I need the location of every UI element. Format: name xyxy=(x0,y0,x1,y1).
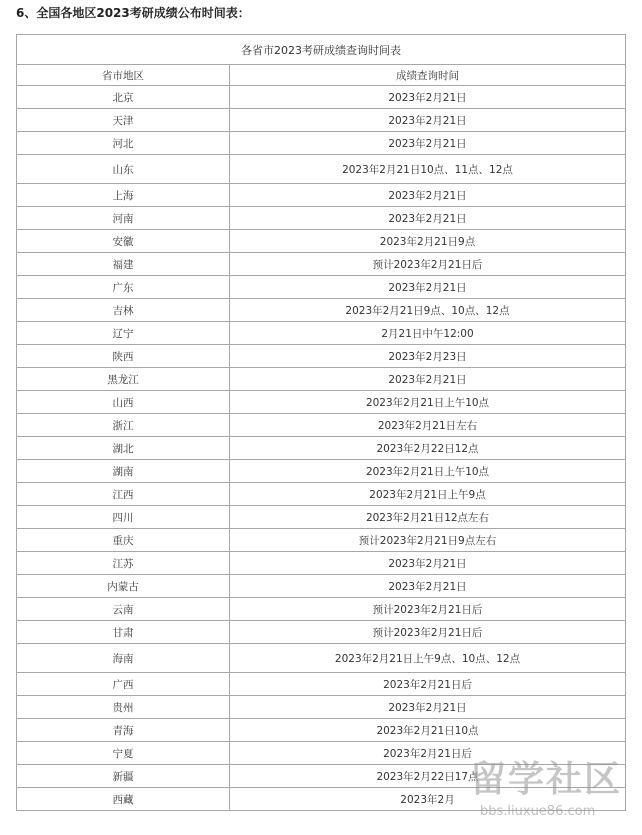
region-cell: 贵州 xyxy=(17,696,230,719)
region-cell: 安徽 xyxy=(17,230,230,253)
table-row xyxy=(17,529,626,552)
table-row xyxy=(17,575,626,598)
table-row xyxy=(17,184,626,207)
table-row xyxy=(17,437,626,460)
table-row xyxy=(17,621,626,644)
table-row xyxy=(17,483,626,506)
region-cell: 湖北 xyxy=(17,437,230,460)
table-row xyxy=(17,673,626,696)
region-cell: 甘肃 xyxy=(17,621,230,644)
table-title: 各省市2023考研成绩查询时间表 xyxy=(17,35,626,65)
release-time-cell: 2023年2月21日 xyxy=(230,109,626,132)
release-time-cell: 2月21日中午12:00 xyxy=(230,322,626,345)
region-cell: 福建 xyxy=(17,253,230,276)
region-cell: 西藏 xyxy=(17,788,230,811)
region-cell: 四川 xyxy=(17,506,230,529)
region-cell: 青海 xyxy=(17,719,230,742)
release-time-cell: 预计2023年2月21日后 xyxy=(230,253,626,276)
region-cell: 湖南 xyxy=(17,460,230,483)
table-row xyxy=(17,414,626,437)
region-cell: 陕西 xyxy=(17,345,230,368)
region-cell: 江苏 xyxy=(17,552,230,575)
release-time-cell: 预计2023年2月21日9点左右 xyxy=(230,529,626,552)
region-cell: 上海 xyxy=(17,184,230,207)
release-time-cell: 2023年2月21日后 xyxy=(230,673,626,696)
table-row xyxy=(17,719,626,742)
release-time-cell: 2023年2月21日上午9点 xyxy=(230,483,626,506)
table-row xyxy=(17,322,626,345)
region-cell: 吉林 xyxy=(17,299,230,322)
region-cell: 天津 xyxy=(17,109,230,132)
table-row xyxy=(17,276,626,299)
region-cell: 北京 xyxy=(17,86,230,109)
release-time-cell: 2023年2月21日 xyxy=(230,184,626,207)
table-row xyxy=(17,788,626,811)
table-row xyxy=(17,155,626,184)
release-time-cell: 2023年2月21日9点、10点、12点 xyxy=(230,299,626,322)
column-header-time: 成绩查询时间 xyxy=(230,65,626,86)
region-cell: 河北 xyxy=(17,132,230,155)
release-time-cell: 预计2023年2月21日后 xyxy=(230,598,626,621)
release-time-cell: 2023年2月21日上午9点、10点、12点 xyxy=(230,644,626,673)
region-cell: 黑龙江 xyxy=(17,368,230,391)
table-row xyxy=(17,765,626,788)
release-time-cell: 2023年2月21日 xyxy=(230,86,626,109)
table-row xyxy=(17,644,626,673)
table-row xyxy=(17,253,626,276)
release-time-cell: 2023年2月21日 xyxy=(230,552,626,575)
watermark-url: bbs.liuxue86.com xyxy=(480,804,596,819)
table-header-row xyxy=(17,65,626,86)
table-row xyxy=(17,598,626,621)
region-cell: 重庆 xyxy=(17,529,230,552)
region-cell: 山东 xyxy=(17,155,230,184)
table-row xyxy=(17,86,626,109)
region-cell: 内蒙古 xyxy=(17,575,230,598)
table-row xyxy=(17,345,626,368)
table-row xyxy=(17,552,626,575)
region-cell: 云南 xyxy=(17,598,230,621)
release-time-cell: 2023年2月21日 xyxy=(230,696,626,719)
region-cell: 浙江 xyxy=(17,414,230,437)
score-release-table xyxy=(16,34,626,811)
release-time-cell: 2023年2月21日10点 xyxy=(230,719,626,742)
region-cell: 河南 xyxy=(17,207,230,230)
release-time-cell: 2023年2月21日12点左右 xyxy=(230,506,626,529)
section-heading: 6、全国各地区2023考研成绩公布时间表： xyxy=(16,6,250,20)
table-row xyxy=(17,696,626,719)
table-row xyxy=(17,391,626,414)
release-time-cell: 2023年2月21日 xyxy=(230,276,626,299)
column-header-region: 省市地区 xyxy=(17,65,230,86)
table-row xyxy=(17,742,626,765)
release-time-cell: 2023年2月21日10点、11点、12点 xyxy=(230,155,626,184)
release-time-cell: 2023年2月23日 xyxy=(230,345,626,368)
region-cell: 江西 xyxy=(17,483,230,506)
table-title-row xyxy=(17,35,626,65)
release-time-cell: 2023年2月22日17点 xyxy=(230,765,626,788)
release-time-cell: 预计2023年2月21日后 xyxy=(230,621,626,644)
table-row xyxy=(17,132,626,155)
release-time-cell: 2023年2月21日 xyxy=(230,575,626,598)
release-time-cell: 2023年2月21日左右 xyxy=(230,414,626,437)
table-row xyxy=(17,109,626,132)
watermark-brand: 留学社区 xyxy=(470,759,623,800)
region-cell: 海南 xyxy=(17,644,230,673)
region-cell: 新疆 xyxy=(17,765,230,788)
release-time-cell: 2023年2月21日 xyxy=(230,368,626,391)
release-time-cell: 2023年2月21日上午10点 xyxy=(230,460,626,483)
table-row xyxy=(17,506,626,529)
table-row xyxy=(17,299,626,322)
region-cell: 辽宁 xyxy=(17,322,230,345)
table-row xyxy=(17,460,626,483)
release-time-cell: 2023年2月22日12点 xyxy=(230,437,626,460)
region-cell: 广西 xyxy=(17,673,230,696)
table-row xyxy=(17,230,626,253)
region-cell: 广东 xyxy=(17,276,230,299)
region-cell: 宁夏 xyxy=(17,742,230,765)
release-time-cell: 2023年2月21日 xyxy=(230,132,626,155)
release-time-cell: 2023年2月21日上午10点 xyxy=(230,391,626,414)
release-time-cell: 2023年2月21日9点 xyxy=(230,230,626,253)
release-time-cell: 2023年2月 xyxy=(230,788,626,811)
table-row xyxy=(17,207,626,230)
release-time-cell: 2023年2月21日后 xyxy=(230,742,626,765)
region-cell: 山西 xyxy=(17,391,230,414)
table-row xyxy=(17,368,626,391)
release-time-cell: 2023年2月21日 xyxy=(230,207,626,230)
